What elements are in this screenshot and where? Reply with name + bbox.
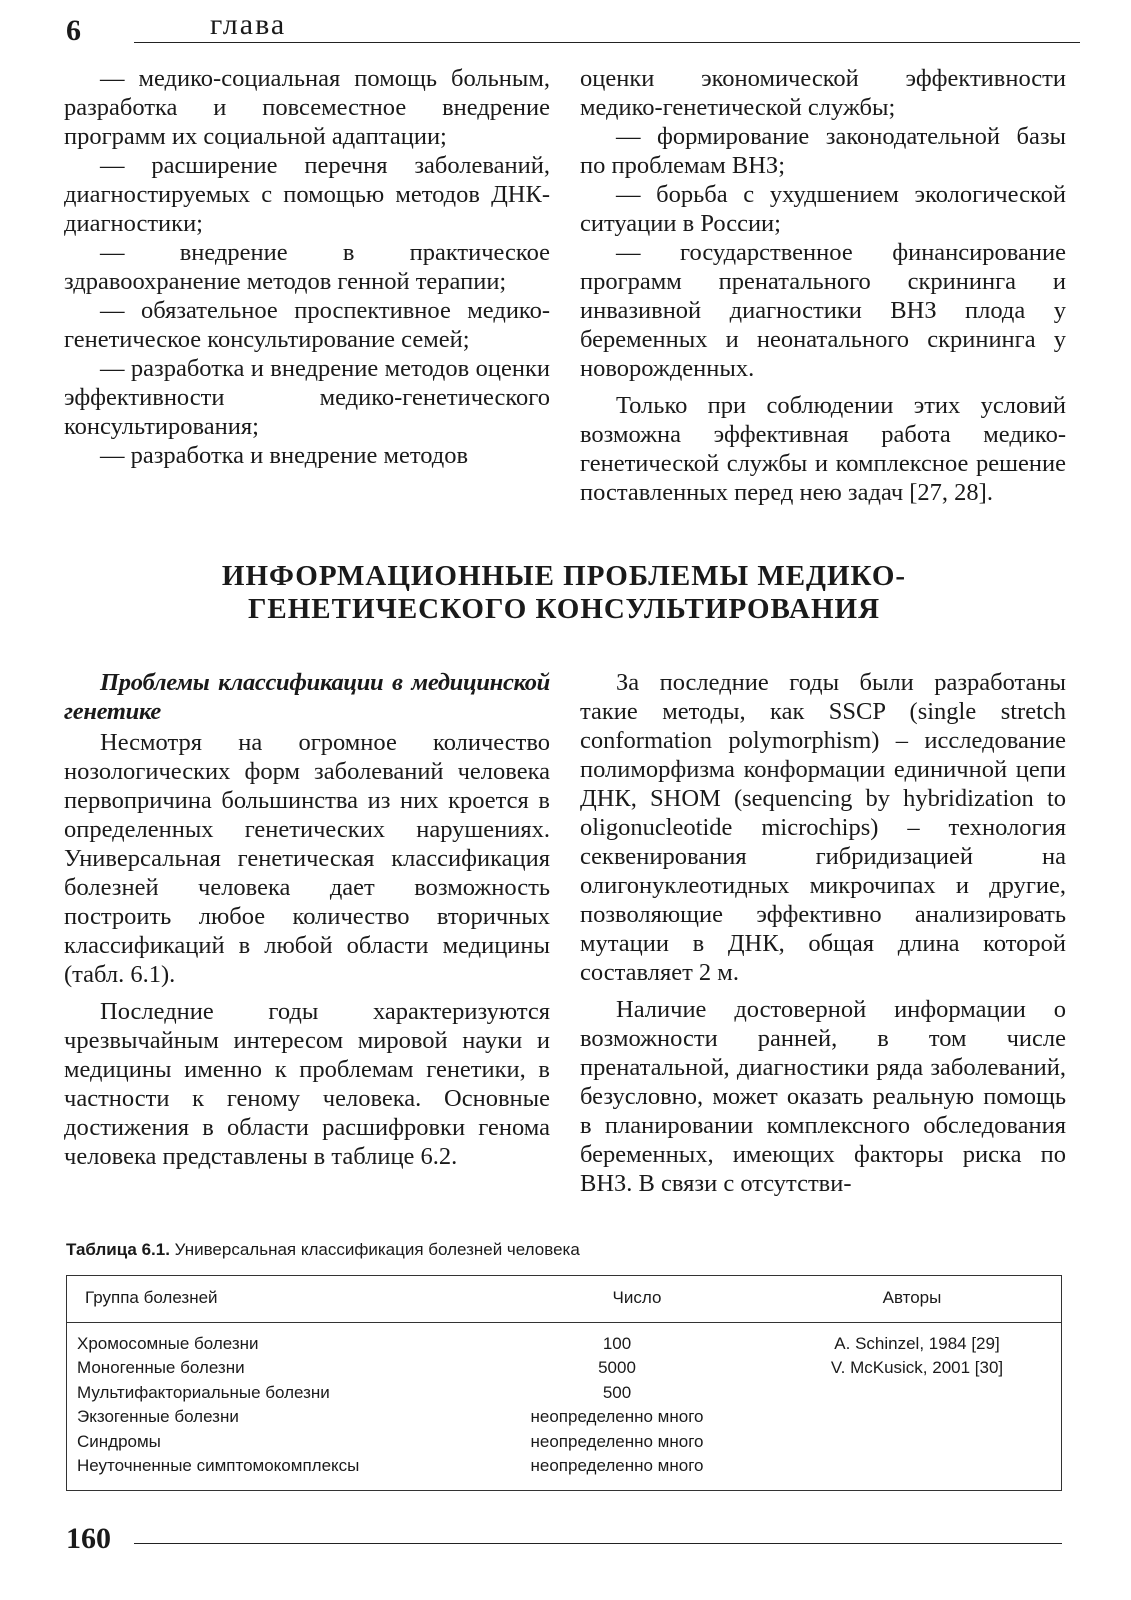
running-header xyxy=(62,6,1080,46)
paragraph: Наличие достоверной информации о возможности ранней, в том числе пренатальной, диагностики ряда заболеваний, безусловно, может оказать реальную помощь в планировании комплексного обследования беременных, имеющих факторы риска по ВНЗ. В связи с отсутстви- xyxy=(580,996,1066,1197)
list-item: — медико-социальная помощь больным, разработка и повсеместное внедрение программ их социальной адаптации; xyxy=(64,65,550,150)
cell-number: неопределенно много xyxy=(530,1407,704,1427)
cell-group: Экзогенные болезни xyxy=(77,1407,239,1427)
table-row xyxy=(67,1456,1061,1480)
table-row xyxy=(67,1432,1061,1456)
table-caption-label: Таблица 6.1. xyxy=(66,1240,170,1259)
section-title-line-1: ИНФОРМАЦИОННЫЕ ПРОБЛЕМЫ МЕДИКО- xyxy=(221,560,907,592)
table-row xyxy=(67,1334,1061,1358)
column-header-number: Число xyxy=(612,1288,662,1307)
page-number: 160 xyxy=(66,1522,111,1555)
chapter-number: 6 xyxy=(66,14,81,47)
list-item: — разработка и внедрение методов оценки эффективности медико-генетического консультирования; xyxy=(64,355,550,440)
top-left-column xyxy=(64,64,550,470)
cell-number: неопределенно много xyxy=(530,1431,704,1451)
table-header-row xyxy=(67,1276,1061,1323)
list-item: — разработка и внедрение методов xyxy=(100,442,469,469)
chapter-word: глава xyxy=(210,8,287,41)
header-rule xyxy=(134,42,1080,43)
cell-number: 500 xyxy=(602,1382,632,1402)
cell-group: Мультифакториальные болезни xyxy=(77,1382,330,1402)
cell-group: Моногенные болезни xyxy=(77,1358,245,1378)
list-item: — внедрение в практическое здравоохранение методов генной терапии; xyxy=(64,239,550,295)
cell-number: 5000 xyxy=(598,1358,636,1378)
list-item: — государственное финансирование программ пренатального скрининга и инвазивной диагностики ВНЗ плода у беременных и неонатального скрининга у новорожденных. xyxy=(580,239,1066,382)
column-header-group: Группа болезней xyxy=(85,1288,218,1307)
table-row xyxy=(67,1383,1061,1407)
paragraph: Только при соблюдении этих условий возможна эффективная работа медико-генетической службы и комплексное решение поставленных перед нею задач [27, 28]. xyxy=(580,392,1066,506)
list-item: оценки экономической эффективности медико-генетической службы; xyxy=(580,65,1066,121)
cell-group: Синдромы xyxy=(77,1431,161,1451)
list-item: — обязательное проспективное медико-генетическое консультирование семей; xyxy=(64,297,550,353)
footer-rule xyxy=(134,1543,1062,1544)
cell-authors: V. McKusick, 2001 [30] xyxy=(830,1358,1004,1378)
list-item: — формирование законодательной базы по проблемам ВНЗ; xyxy=(580,123,1066,179)
top-right-column xyxy=(580,64,1066,507)
table-row xyxy=(67,1407,1061,1431)
bottom-right-column xyxy=(580,668,1066,1198)
section-title-line-2: ГЕНЕТИЧЕСКОГО КОНСУЛЬТИРОВАНИЯ xyxy=(247,593,881,625)
table-body xyxy=(67,1334,1061,1480)
section-title xyxy=(64,560,1064,626)
cell-authors: A. Schinzel, 1984 [29] xyxy=(834,1334,1000,1353)
bottom-left-column xyxy=(64,668,550,1171)
paragraph: Последние годы характеризуются чрезвычайным интересом мировой науки и медицины именно к проблемам генетики, в частности к геному человека. Основные достижения в области расшифровки генома человека представлены в таблице 6.2. xyxy=(64,998,550,1170)
table-caption xyxy=(66,1240,580,1260)
cell-number: неопределенно много xyxy=(530,1455,704,1475)
cell-group: Хромосомные болезни xyxy=(77,1334,259,1353)
subheading: Проблемы классификации в медицинской генетике xyxy=(64,669,550,725)
classification-table xyxy=(66,1275,1062,1491)
cell-number: 100 xyxy=(602,1334,632,1353)
list-item: — расширение перечня заболеваний, диагностируемых с помощью методов ДНК-диагностики; xyxy=(64,152,550,237)
paragraph: Несмотря на огромное количество нозологических форм заболеваний человека первопричина большинства из них кроется в определенных генетических нарушениях. Универсальная генетическая классификация болезней человека дает возможность построить любое количество вторичных классификаций в любой области медицины (табл. 6.1). xyxy=(64,729,550,988)
column-header-authors: Авторы xyxy=(882,1288,942,1307)
table-row xyxy=(67,1358,1061,1382)
cell-group: Неуточненные симптомокомплексы xyxy=(77,1455,360,1475)
table-caption-text: Универсальная классификация болезней человека xyxy=(174,1240,580,1259)
paragraph: За последние годы были разработаны такие методы, как SSCP (single stretch conformation polymorphism) – исследование полиморфизма конформации единичной цепи ДНК, SHOM (sequencing by hybridization to oligonucleotide microchips) – технология секвенирования гибридизацией на олигонуклеотидных микрочипах и другие, позволяющие эффективно анализировать мутации в ДНК, общая длина которой составляет 2 м. xyxy=(580,669,1066,986)
list-item: — борьба с ухудшением экологической ситуации в России; xyxy=(580,181,1066,237)
